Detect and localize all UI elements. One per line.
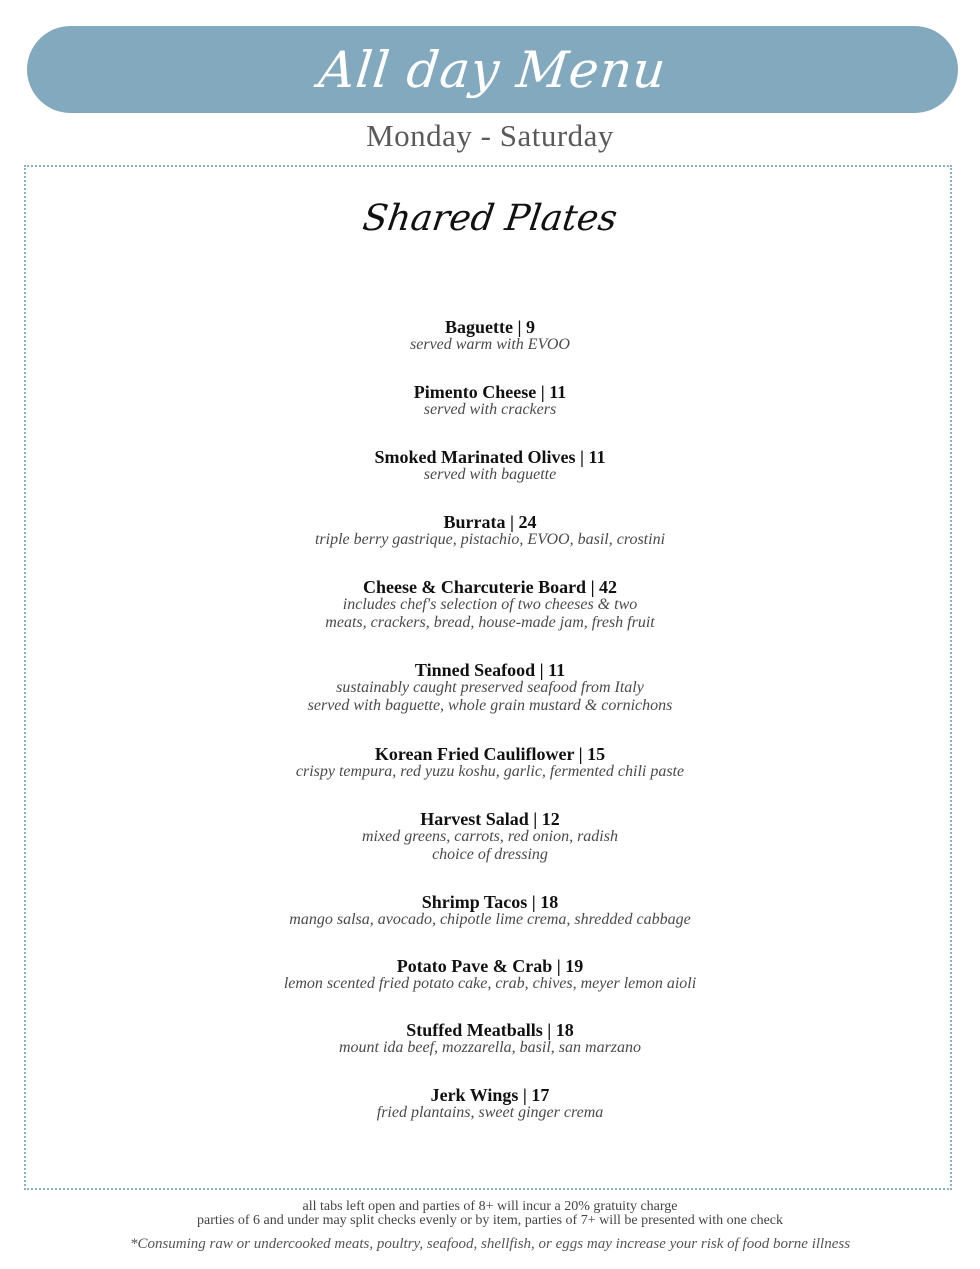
menu-item-name: Jerk Wings | 17 <box>430 1085 550 1105</box>
menu-item <box>0 1086 980 1122</box>
menu-item <box>0 745 980 781</box>
food-safety-notice: *Consuming raw or undercooked meats, poultry, seafood, shellfish, or eggs may increase your risk of food borne illness <box>129 1236 851 1252</box>
menu-item <box>0 893 980 929</box>
menu-item-name: Cheese & Charcuterie Board | 42 <box>362 577 618 597</box>
menu-item-description: includes chef's selection of two cheeses & two <box>342 596 638 613</box>
menu-item <box>0 810 980 864</box>
menu-item-description: served warm with EVOO <box>410 336 570 353</box>
menu-item-name: Stuffed Meatballs | 18 <box>406 1020 574 1040</box>
menu-item-description: choice of dressing <box>432 846 548 863</box>
menu-item-name: Potato Pave & Crab | 19 <box>396 956 584 976</box>
menu-item <box>0 661 980 715</box>
menu-item <box>0 957 980 993</box>
menu-item-description: mount ida beef, mozzarella, basil, san marzano <box>338 1039 642 1056</box>
menu-days-subtitle: Monday - Saturday <box>366 118 614 153</box>
menu-item-description: mixed greens, carrots, red onion, radish <box>362 828 618 845</box>
menu-item-description: fried plantains, sweet ginger crema <box>376 1104 604 1121</box>
split-check-notice: parties of 6 and under may split checks evenly or by item, parties of 7+ will be presented with one check <box>197 1213 783 1228</box>
menu-item <box>0 578 980 632</box>
menu-item-name: Pimento Cheese | 11 <box>413 382 567 402</box>
menu-item-name: Tinned Seafood | 11 <box>414 660 566 680</box>
menu-item <box>0 383 980 419</box>
menu-item-description: triple berry gastrique, pistachio, EVOO, basil, crostini <box>314 531 666 548</box>
menu-item-description: mango salsa, avocado, chipotle lime crema, shredded cabbage <box>289 911 691 928</box>
menu-item-name: Korean Fried Cauliflower | 15 <box>374 744 606 764</box>
gratuity-notice: all tabs left open and parties of 8+ will incur a 20% gratuity charge <box>302 1199 678 1214</box>
menu-title: All day Menu <box>315 40 670 99</box>
menu-item-description: lemon scented fried potato cake, crab, chives, meyer lemon aioli <box>283 975 697 992</box>
menu-item-name: Baguette | 9 <box>445 317 535 337</box>
section-title: Shared Plates <box>360 198 620 239</box>
menu-item-name: Burrata | 24 <box>443 512 537 532</box>
menu-item-description: meats, crackers, bread, house-made jam, fresh fruit <box>325 614 655 631</box>
menu-item-description: served with baguette <box>423 466 557 483</box>
menu-item-name: Smoked Marinated Olives | 11 <box>374 447 606 467</box>
menu-item-description: served with crackers <box>423 401 557 418</box>
footer <box>0 1200 980 1253</box>
menu-item-name: Harvest Salad | 12 <box>420 809 560 829</box>
menu-item-description: served with baguette, whole grain mustard & cornichons <box>307 697 673 714</box>
menu-item-description: crispy tempura, red yuzu koshu, garlic, fermented chili paste <box>295 763 685 780</box>
menu-item-name: Shrimp Tacos | 18 <box>421 892 559 912</box>
menu-item <box>0 318 980 354</box>
menu-item <box>0 513 980 549</box>
menu-item <box>0 1021 980 1057</box>
menu-banner <box>27 26 958 113</box>
menu-item <box>0 448 980 484</box>
menu-item-description: sustainably caught preserved seafood from Italy <box>336 679 644 696</box>
